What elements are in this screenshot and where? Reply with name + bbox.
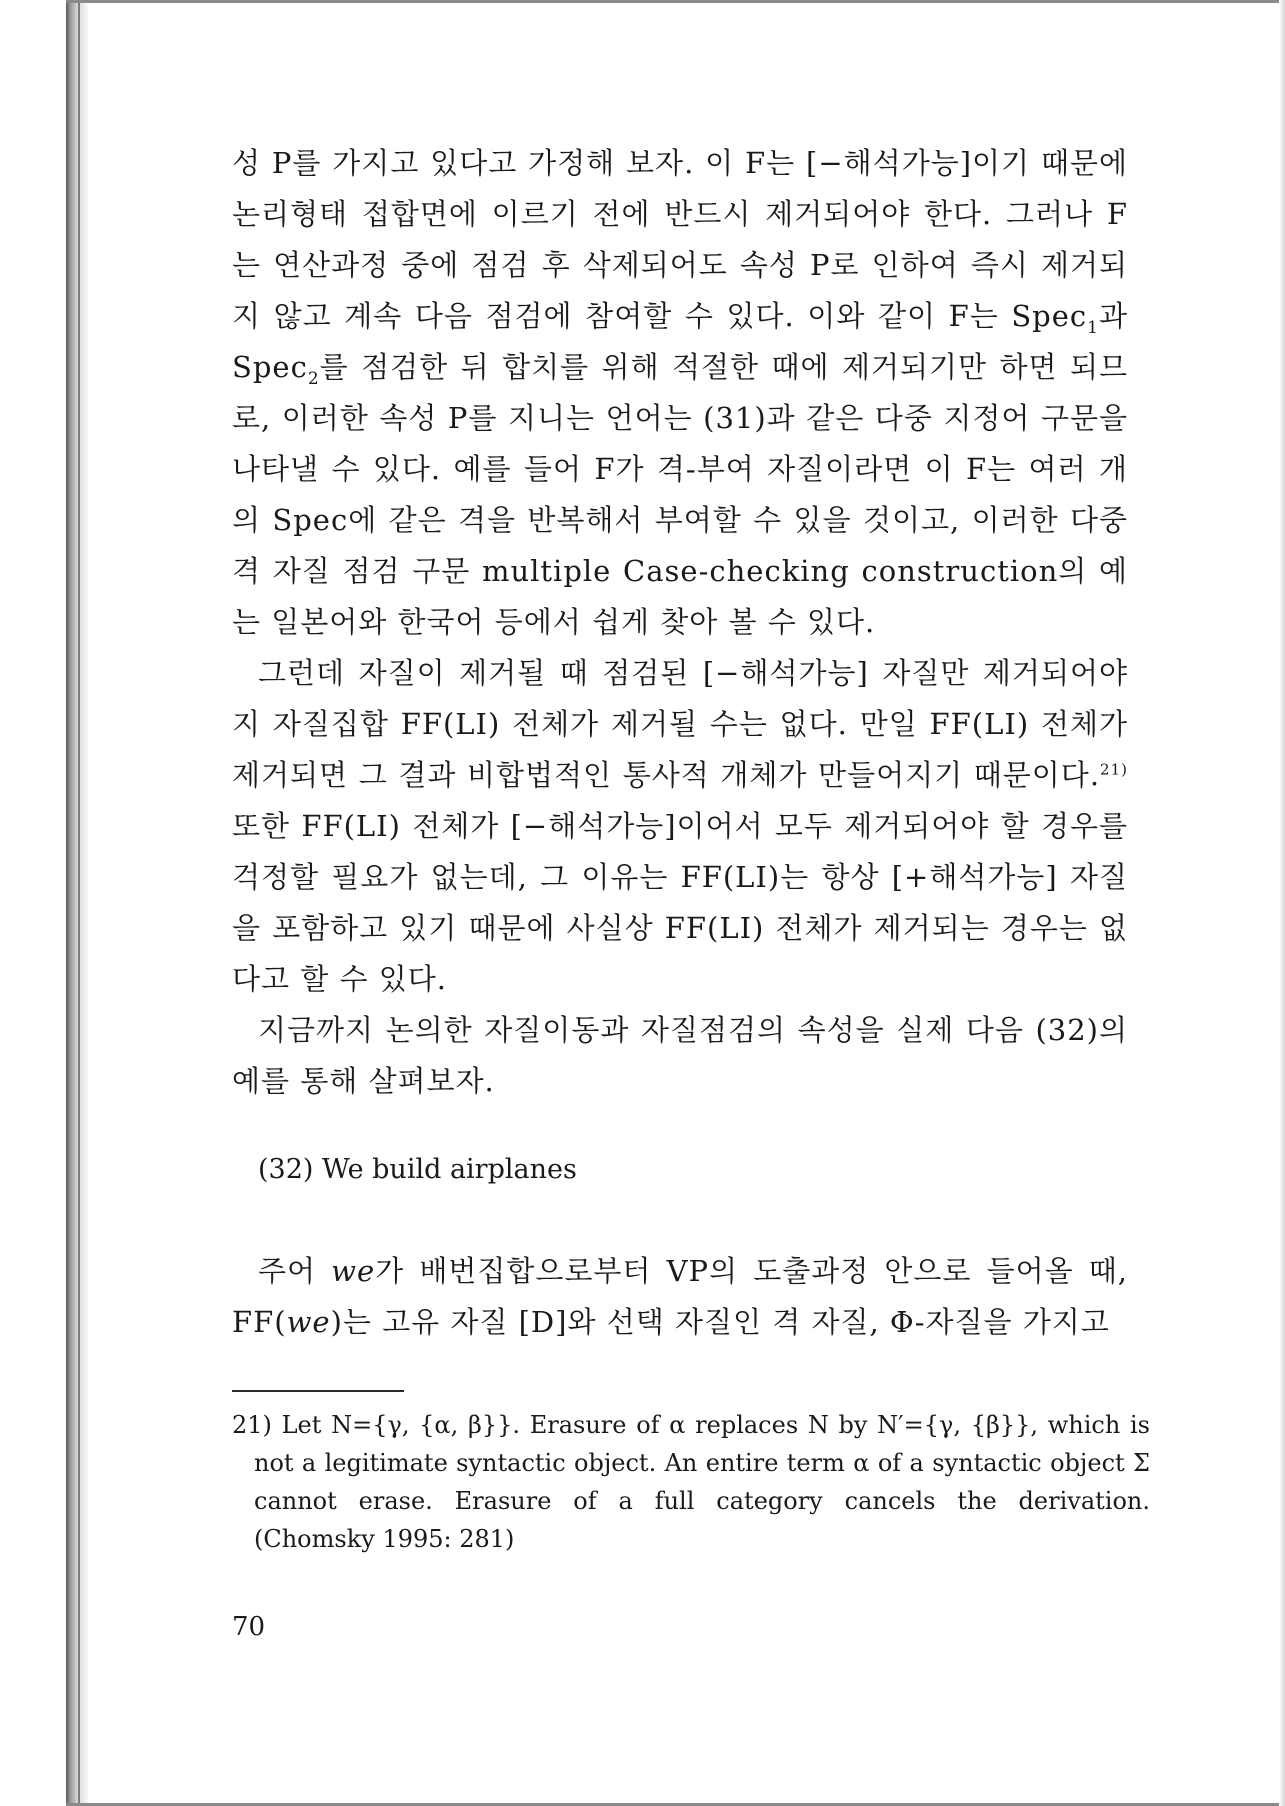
example-32 <box>258 1150 577 1190</box>
paragraph-1 <box>232 138 1128 648</box>
main-text <box>232 138 1128 1107</box>
italic-we: we <box>286 1305 331 1339</box>
page-spine-shadow <box>66 0 88 1806</box>
paragraph-4-mid: 가 배번집합으로부터 VP의 도출과정 안으로 들어올 때, FF( <box>232 1254 1128 1339</box>
paragraph-2-rest: 또한 FF(LI) 전체가 [−해석가능]이어서 모두 제거되어야 할 경우를 걱정할 필요가 없는데, 그 이유는 FF(LI)는 항상 [+해석가능] 자질을 포함하고 있기 때문에 사실상 FF(LI) 전체가 제거되는 경우는 없다고 할 수 있다. <box>232 809 1128 996</box>
footnote-21: 21) Let N={γ, {α, β}}. Erasure of α replaces N by N′={γ, {β}}, which is not a legitimate syntactic object. An entire term α of a syntactic object Σ cannot erase. Erasure of a full category cancels the derivation. (Chomsky 1995: 281) <box>232 1411 1150 1553</box>
page-number: 70 <box>232 1612 266 1642</box>
paragraph-4-post: )는 고유 자질 [D]와 선택 자질인 격 자질, Φ-자질을 가지고 <box>330 1305 1110 1339</box>
continuation-text <box>232 1246 1128 1348</box>
italic-we: we <box>331 1254 376 1288</box>
example-sentence: We build airplanes <box>322 1154 577 1185</box>
page-left-edge <box>78 0 80 1806</box>
page-top-edge <box>66 0 1285 3</box>
paragraph-1-rest: 를 점검한 뒤 합치를 위해 적절한 때에 제거되기만 하면 되므로, 이러한 속성 P를 지니는 언어는 (31)과 같은 다중 지정어 구문을 나타낼 수 있다. 예를 들어 F가 격-부여 자질이라면 이 F는 여러 개의 Spec에 같은 격을 반복해서 부여할 수 있을 것이고, 이러한 다중 격 자질 점검 구문 multiple Case-checking construction의 예는 일본어와 한국어 등에서 쉽게 찾아 볼 수 있다. <box>232 350 1128 639</box>
page-right-edge <box>1279 0 1285 1806</box>
footnote-divider <box>232 1390 404 1392</box>
spec-subscript-1: 1 <box>1087 317 1099 338</box>
paragraph-1-text: 성 P를 가지고 있다고 가정해 보자. 이 F는 [−해석가능]이기 때문에 논리형태 접합면에 이르기 전에 반드시 제거되어야 한다. 그러나 F는 연산과정 중에 점검 후 삭제되어도 속성 P로 인하여 즉시 제거되지 않고 계속 다음 점검에 참여할 수 있다. 이와 같이 F는 Spec <box>232 146 1128 333</box>
example-number: (32) <box>258 1154 314 1185</box>
paragraph-4-pre: 주어 <box>258 1254 332 1288</box>
spec-subscript-2: 2 <box>307 368 320 389</box>
paragraph-2-text: 그런데 자질이 제거될 때 점검된 [−해석가능] 자질만 제거되어야지 자질집합 FF(LI) 전체가 제거될 수는 없다. 만일 FF(LI) 전체가 제거되면 그 결과 비합법적인 통사적 개체가 만들어지기 때문이다. <box>232 656 1128 792</box>
paragraph-4 <box>232 1246 1128 1348</box>
spec-join-text: 과 Spec <box>232 299 1128 384</box>
footnote-reference[interactable]: 21) <box>1100 760 1128 779</box>
paragraph-2 <box>232 648 1128 1005</box>
paragraph-3: 지금까지 논의한 자질이동과 자질점검의 속성을 실제 다음 (32)의 예를 통해 살펴보자. <box>232 1013 1128 1098</box>
